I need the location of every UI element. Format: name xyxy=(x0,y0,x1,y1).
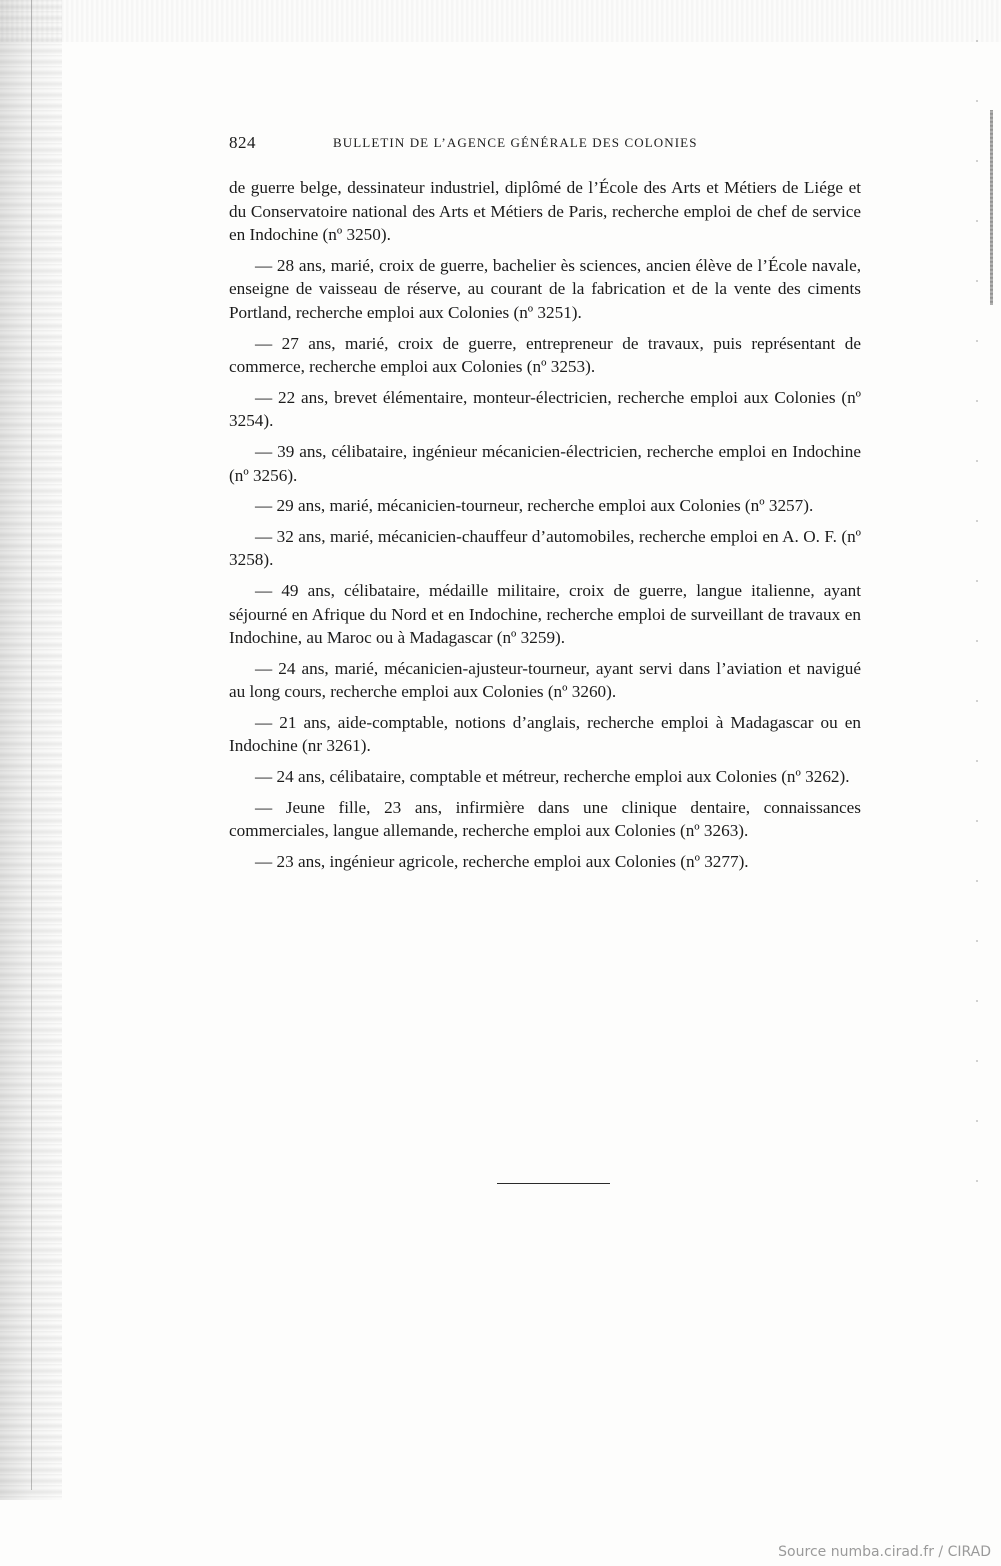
paragraph: — 22 ans, brevet élémentaire, monteur-électricien, recherche emploi aux Colonies (nº 3254). xyxy=(229,387,861,431)
closing-rule xyxy=(497,1183,610,1184)
paragraph: — 29 ans, marié, mécanicien-tourneur, recherche emploi aux Colonies (nº 3257). xyxy=(255,496,814,516)
binding-line xyxy=(31,0,32,1490)
scan-noise-top xyxy=(0,0,1001,42)
paragraph: — 21 ans, aide-comptable, notions d’anglais, recherche emploi à Madagascar ou en Indochine (nr 3261). xyxy=(229,712,861,756)
paragraph: — 24 ans, marié, mécanicien-ajusteur-tourneur, ayant servi dans l’aviation et navigué au long cours, recherche emploi aux Colonies (nº 3260). xyxy=(229,658,861,702)
paragraph: — 27 ans, marié, croix de guerre, entrepreneur de travaux, puis représentant de commerce, recherche emploi aux Colonies (nº 3253). xyxy=(229,333,861,377)
source-credit: Source numba.cirad.fr / CIRAD xyxy=(778,1544,991,1560)
paragraph: — 28 ans, marié, croix de guerre, bachelier ès sciences, ancien élève de l’École navale, enseigne de vaisseau de réserve, au courant de la fabrication et de la vente des ciments Portland, recherche emploi aux Colonies (nº 3251). xyxy=(229,255,861,322)
running-head xyxy=(229,133,869,155)
paragraph: — Jeune fille, 23 ans, infirmière dans une clinique dentaire, connaissances commerciales, langue allemande, recherche emploi aux Colonies (nº 3263). xyxy=(229,797,861,841)
scan-edge-mark xyxy=(990,110,993,305)
page-number: 824 xyxy=(229,133,256,152)
scan-dust-right xyxy=(976,40,978,1240)
paragraph: — 23 ans, ingénieur agricole, recherche emploi aux Colonies (nº 3277). xyxy=(255,851,749,871)
paragraph: — 39 ans, célibataire, ingénieur mécanicien-électricien, recherche emploi en Indochine (nº 3256). xyxy=(229,441,861,485)
paragraph: de guerre belge, dessinateur industriel, diplômé de l’École des Arts et Métiers de Liége et du Conservatoire national des Arts et Métiers de Paris, recherche emploi de chef de service en Indochine (nº 3250). xyxy=(229,178,861,245)
body-text xyxy=(229,176,861,880)
header-title: BULLETIN DE L’AGENCE GÉNÉRALE DES COLONIES xyxy=(333,135,698,150)
paragraph: — 32 ans, marié, mécanicien-chauffeur d’automobiles, recherche emploi en A. O. F. (nº 3258). xyxy=(229,526,861,570)
paragraph: — 24 ans, célibataire, comptable et métreur, recherche emploi aux Colonies (nº 3262). xyxy=(255,767,850,787)
paragraph: — 49 ans, célibataire, médaille militaire, croix de guerre, langue italienne, ayant séjourné en Afrique du Nord et en Indochine, recherche emploi de surveillant de travaux en Indochine, au Maroc ou à Madagascar (nº 3259). xyxy=(229,580,861,648)
